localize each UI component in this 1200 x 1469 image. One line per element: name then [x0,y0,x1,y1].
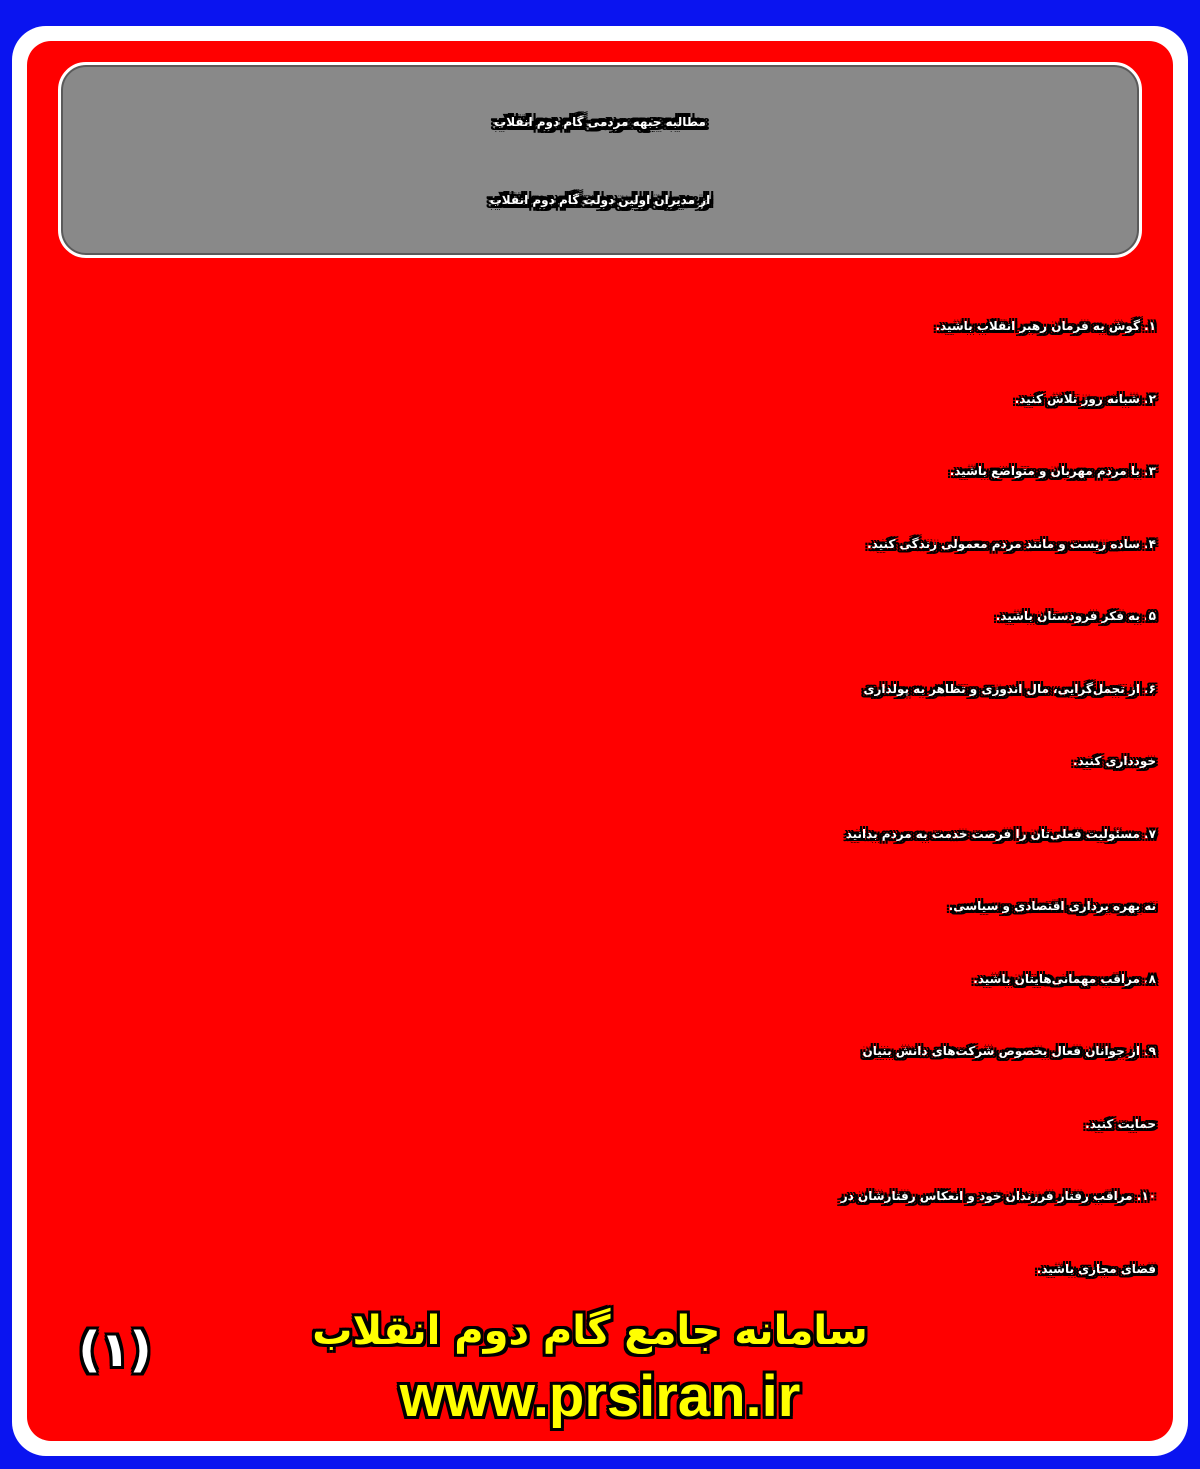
list-line: ۱۰. مراقب رفتار فرزندان خود و انعکاس رفتارشان در [840,1189,1156,1203]
list-line: ۱. گوش به فرمان رهبر انقلاب باشید. [935,319,1156,333]
footer-site-name: سامانه جامع گام دوم انقلاب [312,1308,868,1354]
list-line: نه بهره برداری اقتصادی و سیاسی. [948,899,1156,913]
list-line: ۹. از جوانان فعال بخصوص شرکت‌های دانش بنیان [862,1044,1156,1058]
list-line: حمایت کنید. [1085,1116,1156,1131]
list-line: ۷. مسئولیت فعلی‌تان را فرصت خدمت به مردم بدانید [845,826,1156,841]
page-number: (۱) [78,1322,152,1378]
list-line: فضای مجازی باشید. [1036,1261,1156,1276]
title-line-2: از مدیران اولین دولت گام دوم انقلاب [489,193,711,207]
list-line: ۶. از تجمل‌گرایی، مال اندوزی و تظاهر به پولداری [863,681,1156,696]
title-box [58,62,1142,258]
list-line: ۸. مراقب مهمانی‌هایتان باشید. [973,971,1156,986]
title-line-1: مطالبه جبهه مردمی گام دوم انقلاب [494,115,706,129]
list-line: ۳. با مردم مهربان و متواضع باشید. [949,464,1156,478]
list-line: ۵. به فکر فرودستان باشید. [995,609,1156,623]
footer-url[interactable]: www.prsiran.ir [399,1364,801,1429]
list-line: خودداری کنید. [1073,754,1156,768]
list-line: ۴. ساده زیست و مانند مردم معمولی زندگی کنید. [867,536,1156,551]
demands-list [44,290,1156,1305]
list-line: ۲. شبانه روز تلاش کنید. [1014,391,1156,406]
